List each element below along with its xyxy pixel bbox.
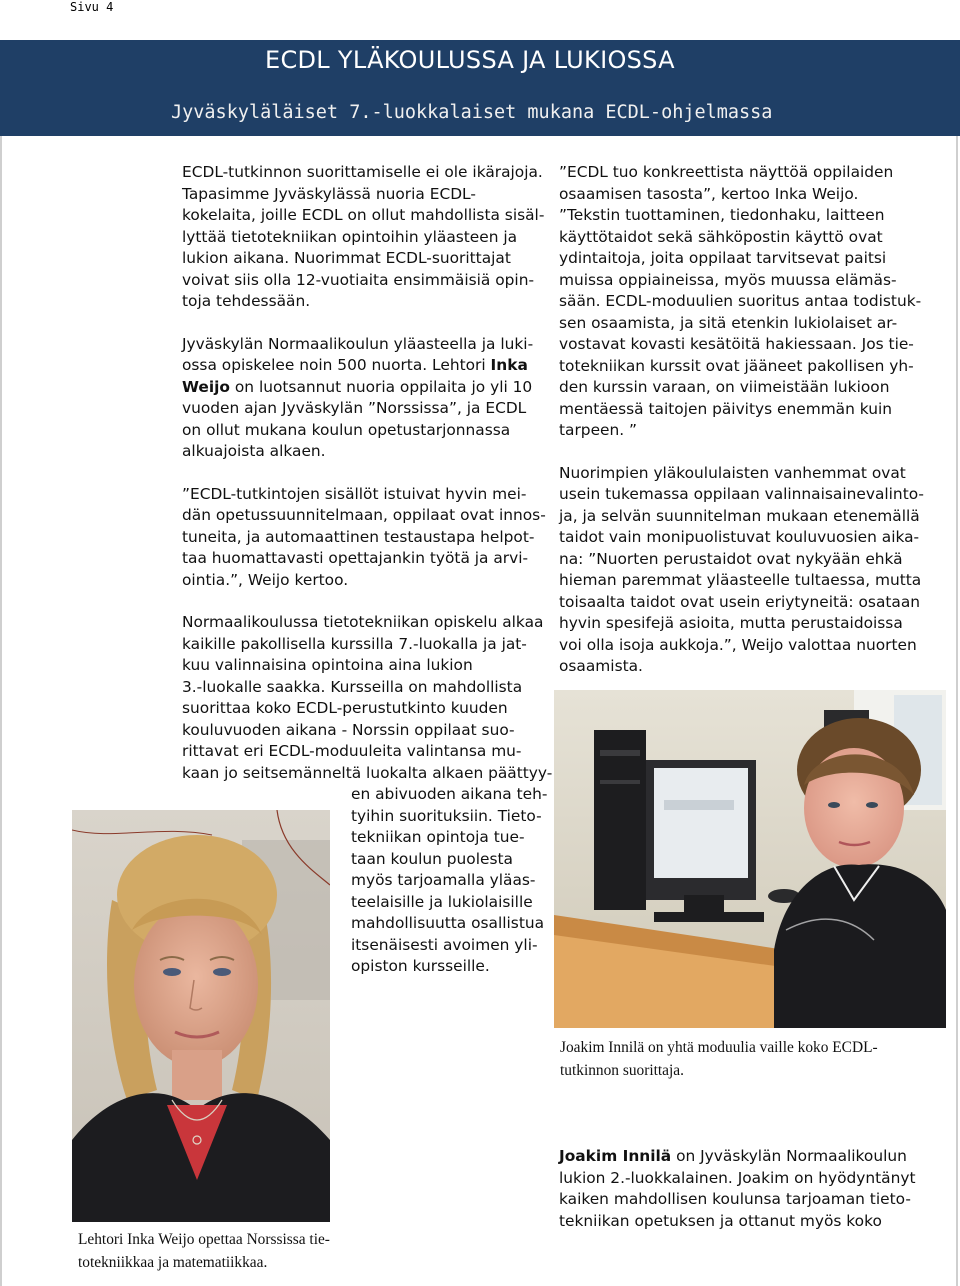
text-line: myös tarjoamalla yläas- — [351, 871, 536, 889]
text-line: vuoden ajan Jyväskylän ”Norssissa”, ja ECDL — [182, 399, 527, 417]
teacher-photo-caption — [78, 1228, 330, 1274]
student-bio — [559, 1146, 916, 1232]
text-line: osaamista. — [559, 657, 643, 675]
text-line: taan koulun puolesta — [351, 849, 513, 868]
student-photo — [554, 690, 946, 1028]
caption-line: totekniikkaa ja matematiikkaa. — [78, 1254, 268, 1271]
quote-line: muissa oppiaineissa, myös muussa elämäs- — [559, 270, 897, 289]
text-line: suorittaa koko ECDL-perustutkinto kuuden — [182, 699, 508, 717]
left-column-wrap — [351, 784, 547, 978]
text-line: lyttää tietotekniikan opintoihin yläasteen ja — [182, 227, 518, 246]
text-line: voivat siis olla 12-vuotiaita ensimmäisiä opin- — [182, 270, 535, 289]
text-line: tekniikan opetuksen ja ottanut myös koko — [559, 1211, 882, 1230]
quote-line: vostavat kovasti kesätöitä hakiessaan. Jos tie- — [559, 335, 914, 353]
teacher-name-bold: Inka — [490, 356, 528, 374]
text-line: tekniikan opintoja tue- — [351, 828, 525, 846]
left-column — [182, 162, 552, 784]
text-line: voi olla isoja aukkoja.”, Weijo valottaa nuorten — [559, 635, 917, 654]
text-line: kuu valinnaisina opintoina aina lukion — [182, 656, 473, 674]
quote-line: den kurssin varaan, on viimeistään lukioon — [559, 378, 890, 396]
text-line: 3.-luokalle saakka. Kursseilla on mahdollista — [182, 677, 523, 696]
quote-line: tuneita, ja automaattinen testaustapa helpot- — [182, 527, 535, 546]
quote-line: tarpeen. ” — [559, 421, 638, 439]
text-line: en abivuoden aikana teh- — [351, 785, 548, 803]
student-name-bold: Joakim Innilä — [559, 1147, 672, 1165]
text-line: lukion 2.-luokkalainen. Joakim on hyödyntänyt — [559, 1168, 916, 1187]
text-line: Tapasimme Jyväskylässä nuoria ECDL- — [182, 184, 476, 203]
text-line: usein tukemassa oppilaan valinnaisainevalinto- — [559, 485, 924, 503]
quote-line: sen osaamista, ja sitä etenkin lukiolaiset ar- — [559, 313, 898, 332]
text-line: Normaalikoulussa tietotekniikan opiskelu alkaa — [182, 613, 544, 631]
quote-line: ”ECDL tuo konkreettista näyttöä oppilaiden — [559, 163, 894, 181]
quote-line: osaamisen tasosta”, kertoo Inka Weijo. — [559, 184, 859, 203]
text-line: itsenäisesti avoimen yli- — [351, 935, 538, 954]
text-line: lukion aikana. Nuorimmat ECDL-suorittajat — [182, 249, 511, 267]
text-line: toisaalta taidot ovat usein eriytyneitä: osataan — [559, 592, 921, 611]
page-number: Sivu 4 — [70, 0, 114, 14]
quote-line: dän opetussuunnitelmaan, oppilaat ovat innos- — [182, 506, 546, 524]
quote-line: ointia.”, Weijo kertoo. — [182, 570, 349, 589]
teacher-photo — [72, 810, 330, 1222]
text-line: hieman paremmat yläasteelle tultaessa, mutta — [559, 571, 922, 589]
quote-line: ydintaitoja, joita oppilaat tarvitsevat paitsi — [559, 249, 887, 267]
text-line: Weijo on luotsannut nuoria oppilaita jo yli 10 — [182, 377, 533, 396]
text-line: toja tehdessään. — [182, 292, 311, 310]
quote-line: ”ECDL-tutkintojen sisällöt istuivat hyvin mei- — [182, 484, 527, 503]
caption-line: Joakim Innilä on yhtä moduulia vaille koko ECDL- — [560, 1039, 878, 1056]
student-photo-caption — [560, 1036, 878, 1082]
header-banner — [0, 40, 960, 136]
text-line: kaiken mahdollisen koulunsa tarjoaman tieto- — [559, 1190, 911, 1208]
text-line: Jyväskylän Normaalikoulun yläasteella ja luki- — [182, 334, 534, 353]
quote-line: totekniikan kurssit ovat jääneet pakollisen yh- — [559, 356, 914, 375]
text-line: tyihin suorituksiin. Tieto- — [351, 806, 542, 825]
text-line: kokelaita, joille ECDL on ollut mahdollista sisäl- — [182, 206, 545, 224]
text-line: ja, ja selvän suunnitelman mukaan etenemällä — [559, 506, 920, 525]
quote-line: sään. ECDL-moduulien suoritus antaa todistuk- — [559, 292, 922, 310]
text-line: hyvin spesifejä asioita, mutta perustaidoissa — [559, 614, 903, 632]
text-line: ossa opiskelee noin 500 nuorta. Lehtori Inka — [182, 356, 528, 374]
student-at-computer-image — [554, 690, 946, 1028]
left-border — [0, 136, 2, 1286]
quote-line: ”Tekstin tuottaminen, tiedonhaku, laitteen — [559, 206, 885, 224]
text-line: on ollut mukana koulun opetustarjonnassa — [182, 420, 511, 439]
text-line: kouluvuoden aikana - Norssin oppilaat suo- — [182, 720, 515, 739]
right-border — [956, 136, 958, 1286]
quote-line: taa huomattavasti opettajankin työtä ja arvi- — [182, 549, 529, 567]
text-line: mahdollisuutta osallistua — [351, 914, 545, 932]
text-line: Nuorimpien yläkoululaisten vanhemmat ovat — [559, 463, 906, 482]
text-line: alkuajoista alkaen. — [182, 442, 326, 460]
caption-line: Lehtori Inka Weijo opettaa Norssissa tie- — [78, 1231, 330, 1248]
text-line: na: ”Nuorten perustaidot ovat nykyään ehkä — [559, 549, 903, 568]
text-line: opiston kursseille. — [351, 957, 490, 975]
text-line: rittavat eri ECDL-moduuleita valintansa mu- — [182, 742, 522, 760]
text-line: Joakim Innilä on Jyväskylän Normaalikoulun — [559, 1147, 907, 1165]
teacher-portrait-image — [72, 810, 330, 1222]
text-line: kaan jo seitsemänneltä luokalta alkaen päättyy- — [182, 763, 553, 782]
quote-line: mentäessä taitojen päivitys enemmän kuin — [559, 399, 892, 418]
article-subtitle: Jyväskyläläiset 7.-luokkalaiset mukana ECDL-ohjelmassa — [171, 102, 773, 123]
quote-line: käyttötaidot sekä sähköpostin käyttö ovat — [559, 227, 883, 246]
text-line: kaikille pakollisella kurssilla 7.-luokalla ja jat- — [182, 634, 527, 653]
text-line: ECDL-tutkinnon suorittamiselle ei ole ikärajoja. — [182, 163, 543, 181]
right-column — [559, 162, 924, 678]
caption-line: tutkinnon suorittaja. — [560, 1062, 684, 1079]
teacher-surname-bold: Weijo — [182, 377, 230, 396]
article-title: ECDL YLÄKOULUSSA JA LUKIOSSA — [265, 46, 675, 74]
text-line: teelaisille ja lukiolaisille — [351, 892, 533, 911]
text-line: taidot vain monipuolistuvat kouluvuosien aika- — [559, 528, 920, 546]
